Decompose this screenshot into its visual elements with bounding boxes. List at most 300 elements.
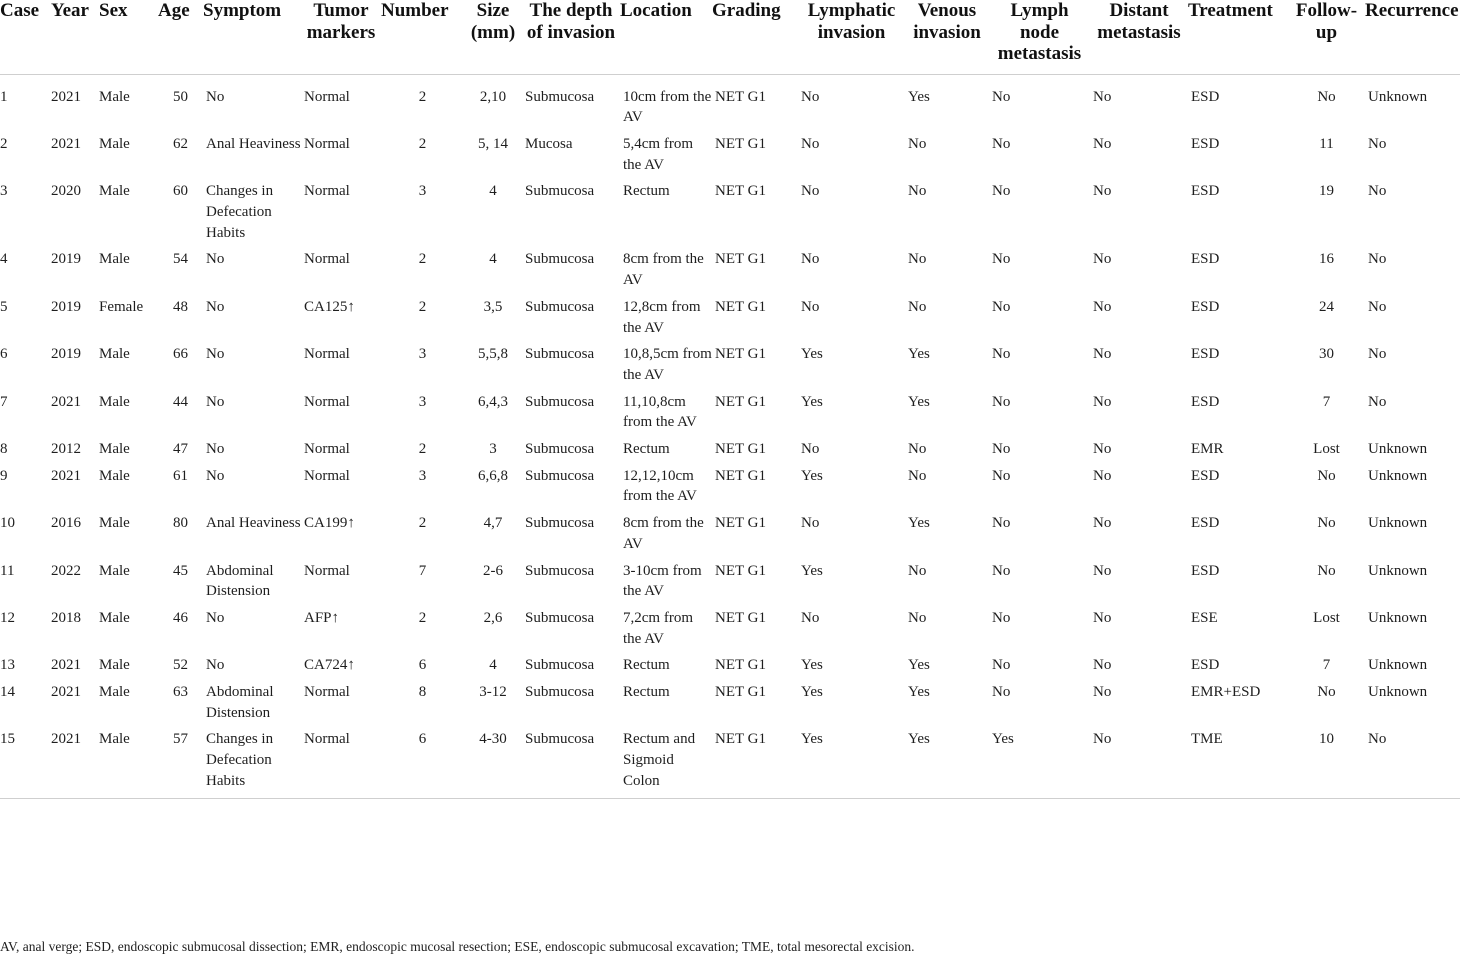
cell-year: 2021 — [51, 731, 81, 748]
cell-depth-of-invasion: Submucosa — [525, 731, 595, 748]
table-bottom-rule — [0, 798, 1460, 799]
cell-depth-of-invasion: Submucosa — [525, 441, 595, 458]
cell-age: 60 — [173, 183, 188, 200]
cell-size: 3,5 — [483, 298, 503, 315]
cell-number: 3 — [418, 346, 427, 363]
cell-case: 11 — [0, 562, 15, 579]
cell-tumor-markers: AFP↑ — [304, 609, 340, 626]
cell-tumor-markers: Normal — [304, 441, 350, 458]
cell-follow-up: 10 — [1319, 731, 1334, 748]
cell-size: 6,6,8 — [478, 467, 508, 484]
cell-number: 2 — [418, 441, 427, 458]
cell-venous-invasion: Yes — [908, 88, 930, 105]
cell-size: 4 — [489, 657, 497, 674]
cell-follow-up: Lost — [1313, 441, 1340, 458]
cell-venous-invasion: Yes — [908, 393, 930, 410]
cell-case: 15 — [0, 731, 15, 748]
cell-treatment: ESD — [1191, 88, 1220, 105]
cell-treatment: ESD — [1191, 251, 1220, 268]
cell-treatment: ESD — [1191, 467, 1220, 484]
cell-age: 62 — [173, 135, 188, 152]
cell-grading: NET G1 — [715, 609, 766, 626]
cell-lymph-node-metastasis: No — [992, 346, 1011, 363]
cell-number: 3 — [418, 467, 427, 484]
cell-lymphatic-invasion: Yes — [801, 684, 823, 701]
cell-age: 45 — [173, 562, 188, 579]
cell-recurrence: No — [1368, 135, 1387, 152]
cell-sex: Male — [99, 135, 130, 152]
cell-number: 3 — [418, 183, 427, 200]
cell-symptom: No — [206, 441, 225, 458]
cell-size: 4,7 — [483, 515, 503, 532]
cell-year: 2019 — [51, 298, 81, 315]
table-body — [0, 74, 1460, 798]
cell-grading: NET G1 — [715, 393, 766, 410]
cell-sex: Male — [99, 609, 130, 626]
cell-year: 2019 — [51, 251, 81, 268]
cell-sex: Male — [99, 251, 130, 268]
cell-lymph-node-metastasis: No — [992, 515, 1011, 532]
cell-lymph-node-metastasis: No — [992, 684, 1011, 701]
cell-case: 13 — [0, 657, 15, 674]
cell-size: 2,6 — [483, 609, 503, 626]
cell-year: 2016 — [51, 515, 81, 532]
cell-number: 2 — [418, 298, 427, 315]
cell-size: 3-12 — [479, 684, 507, 701]
cell-tumor-markers: CA199↑ — [304, 515, 355, 532]
cell-distant-metastasis: No — [1093, 515, 1112, 532]
cell-age: 63 — [173, 684, 188, 701]
cell-distant-metastasis: No — [1093, 441, 1112, 458]
cell-follow-up: Lost — [1313, 609, 1340, 626]
cell-lymphatic-invasion: No — [801, 515, 820, 532]
cell-lymphatic-invasion: Yes — [801, 467, 823, 484]
col-header-recurrence: Recurrence — [1365, 0, 1460, 74]
cell-depth-of-invasion: Submucosa — [525, 251, 595, 268]
cell-follow-up: No — [1317, 684, 1336, 701]
cell-depth-of-invasion: Submucosa — [525, 562, 595, 579]
cell-distant-metastasis: No — [1093, 609, 1112, 626]
cell-age: 61 — [173, 467, 188, 484]
cell-lymphatic-invasion: No — [801, 251, 820, 268]
cell-grading: NET G1 — [715, 515, 766, 532]
table-header — [0, 0, 1460, 74]
cell-lymph-node-metastasis: No — [992, 88, 1011, 105]
cell-lymph-node-metastasis: Yes — [992, 731, 1014, 748]
cell-symptom: No — [206, 609, 225, 626]
cell-sex: Male — [99, 393, 130, 410]
cell-symptom: Anal Heaviness — [206, 515, 301, 532]
cell-tumor-markers: CA724↑ — [304, 657, 355, 674]
cell-distant-metastasis: No — [1093, 467, 1112, 484]
table-row — [0, 134, 1460, 181]
cell-age: 48 — [173, 298, 188, 315]
cell-follow-up: 30 — [1319, 346, 1334, 363]
cell-case: 1 — [0, 88, 8, 105]
cell-follow-up: 11 — [1319, 135, 1334, 152]
cell-location: 3-10cm from the AV — [623, 562, 702, 600]
cell-grading: NET G1 — [715, 346, 766, 363]
cell-number: 3 — [418, 393, 427, 410]
cell-tumor-markers: Normal — [304, 135, 350, 152]
cell-depth-of-invasion: Submucosa — [525, 515, 595, 532]
cell-symptom: Changes in Defecation Habits — [206, 731, 274, 789]
cell-distant-metastasis: No — [1093, 251, 1112, 268]
cell-grading: NET G1 — [715, 731, 766, 748]
header-row — [0, 0, 1460, 74]
cell-sex: Male — [99, 441, 130, 458]
cell-venous-invasion: Yes — [908, 731, 930, 748]
cell-follow-up: 16 — [1319, 251, 1334, 268]
cell-case: 8 — [0, 441, 8, 458]
cell-treatment: EMR — [1191, 441, 1224, 458]
cell-location: Rectum — [623, 684, 670, 701]
cell-lymph-node-metastasis: No — [992, 298, 1011, 315]
cell-age: 57 — [173, 731, 188, 748]
cell-location: 7,2cm from the AV — [623, 609, 693, 647]
cell-sex: Male — [99, 183, 130, 200]
cell-venous-invasion: Yes — [908, 657, 930, 674]
cell-follow-up: No — [1317, 467, 1336, 484]
cell-treatment: ESD — [1191, 298, 1220, 315]
col-header-distant-metastasis: Distant metastasis — [1090, 0, 1188, 74]
col-header-location: Location — [620, 0, 712, 74]
table-row — [0, 344, 1460, 391]
cell-number: 2 — [418, 88, 427, 105]
cell-depth-of-invasion: Submucosa — [525, 657, 595, 674]
cell-symptom: No — [206, 657, 225, 674]
cell-lymphatic-invasion: No — [801, 441, 820, 458]
table-row — [0, 439, 1460, 466]
cell-depth-of-invasion: Mucosa — [525, 135, 573, 152]
cell-tumor-markers: Normal — [304, 183, 350, 200]
cell-lymphatic-invasion: No — [801, 135, 820, 152]
cell-distant-metastasis: No — [1093, 135, 1112, 152]
cell-location: 10,8,5cm from the AV — [623, 346, 712, 383]
cell-size: 5, 14 — [478, 135, 508, 152]
col-header-case: Case — [0, 0, 51, 74]
cell-lymphatic-invasion: No — [801, 183, 820, 200]
cell-age: 54 — [173, 251, 188, 268]
cell-size: 5,5,8 — [478, 346, 508, 363]
cell-distant-metastasis: No — [1093, 684, 1112, 701]
cell-venous-invasion: No — [908, 135, 927, 152]
cell-tumor-markers: Normal — [304, 684, 350, 701]
cell-recurrence: No — [1368, 346, 1387, 363]
cell-treatment: TME — [1191, 731, 1223, 748]
cell-case: 9 — [0, 467, 8, 484]
cell-lymphatic-invasion: No — [801, 609, 820, 626]
cell-lymph-node-metastasis: No — [992, 393, 1011, 410]
cell-location: 12,8cm from the AV — [623, 298, 701, 336]
col-header-lymphatic-invasion: Lymphatic invasion — [798, 0, 905, 74]
cell-depth-of-invasion: Submucosa — [525, 467, 595, 484]
cell-case: 6 — [0, 346, 8, 363]
cell-treatment: EMR+ESD — [1191, 684, 1261, 701]
cell-recurrence: Unknown — [1368, 441, 1428, 458]
cell-location: 11,10,8cm from the AV — [623, 393, 697, 431]
cell-symptom: No — [206, 298, 225, 315]
cell-tumor-markers: Normal — [304, 88, 350, 105]
cell-tumor-markers: Normal — [304, 346, 350, 363]
table-row — [0, 729, 1460, 797]
cell-recurrence: Unknown — [1368, 684, 1428, 701]
cell-treatment: ESD — [1191, 346, 1220, 363]
cell-lymph-node-metastasis: No — [992, 609, 1011, 626]
cell-recurrence: Unknown — [1368, 467, 1428, 484]
cell-lymphatic-invasion: Yes — [801, 562, 823, 579]
cell-sex: Male — [99, 731, 130, 748]
cell-number: 2 — [418, 135, 427, 152]
cell-age: 66 — [173, 346, 188, 363]
cell-lymph-node-metastasis: No — [992, 441, 1011, 458]
cell-venous-invasion: Yes — [908, 515, 930, 532]
cell-recurrence: No — [1368, 393, 1387, 410]
cell-location: Rectum and Sigmoid Colon — [623, 731, 696, 789]
cell-lymphatic-invasion: Yes — [801, 393, 823, 410]
cell-location: 12,12,10cm from the AV — [623, 467, 697, 505]
cell-treatment: ESD — [1191, 183, 1220, 200]
cell-recurrence: Unknown — [1368, 562, 1428, 579]
cell-age: 47 — [173, 441, 188, 458]
cell-symptom: Abdominal Distension — [206, 684, 274, 721]
cell-distant-metastasis: No — [1093, 298, 1112, 315]
cell-number: 7 — [418, 562, 427, 579]
cell-age: 52 — [173, 657, 188, 674]
cell-number: 8 — [418, 684, 427, 701]
table-row — [0, 466, 1460, 513]
cell-lymphatic-invasion: Yes — [801, 346, 823, 363]
cell-depth-of-invasion: Submucosa — [525, 88, 595, 105]
cell-treatment: ESD — [1191, 393, 1220, 410]
cell-symptom: No — [206, 251, 225, 268]
cell-venous-invasion: Yes — [908, 684, 930, 701]
cell-grading: NET G1 — [715, 251, 766, 268]
cell-location: Rectum — [623, 441, 670, 458]
cell-year: 2022 — [51, 562, 81, 579]
cell-grading: NET G1 — [715, 441, 766, 458]
cell-distant-metastasis: No — [1093, 393, 1112, 410]
cell-depth-of-invasion: Submucosa — [525, 609, 595, 626]
cell-tumor-markers: Normal — [304, 562, 350, 579]
cell-number: 2 — [418, 251, 427, 268]
cell-venous-invasion: No — [908, 298, 927, 315]
cell-size: 2-6 — [483, 562, 503, 579]
cell-location: 10cm from the AV — [623, 88, 712, 126]
cell-symptom: Abdominal Distension — [206, 562, 274, 600]
cell-recurrence: No — [1368, 251, 1387, 268]
table-row — [0, 181, 1460, 249]
cell-sex: Female — [99, 298, 144, 315]
cell-sex: Male — [99, 515, 130, 532]
table-row — [0, 249, 1460, 296]
cell-depth-of-invasion: Submucosa — [525, 298, 595, 315]
col-header-symptom: Symptom — [203, 0, 301, 74]
cell-location: 5,4cm from the AV — [623, 135, 693, 173]
cell-sex: Male — [99, 346, 130, 363]
cell-age: 50 — [173, 88, 188, 105]
cell-follow-up: 7 — [1322, 657, 1331, 674]
cell-recurrence: Unknown — [1368, 657, 1428, 674]
cell-depth-of-invasion: Submucosa — [525, 346, 595, 363]
cell-depth-of-invasion: Submucosa — [525, 684, 595, 701]
cell-lymphatic-invasion: No — [801, 298, 820, 315]
col-header-age: Age — [158, 0, 203, 74]
cell-case: 2 — [0, 135, 8, 152]
cell-venous-invasion: Yes — [908, 346, 930, 363]
cell-recurrence: Unknown — [1368, 88, 1428, 105]
cell-follow-up: No — [1317, 515, 1336, 532]
table-row — [0, 74, 1460, 134]
cell-case: 12 — [0, 609, 15, 626]
col-header-depth-of-invasion: The depth of invasion — [522, 0, 620, 74]
cell-follow-up: 24 — [1319, 298, 1334, 315]
cell-grading: NET G1 — [715, 88, 766, 105]
cell-year: 2021 — [51, 467, 81, 484]
table-row — [0, 513, 1460, 560]
cell-treatment: ESD — [1191, 135, 1220, 152]
cell-lymph-node-metastasis: No — [992, 467, 1011, 484]
cell-sex: Male — [99, 88, 130, 105]
table-row — [0, 655, 1460, 682]
cell-number: 2 — [418, 609, 427, 626]
cell-size: 3 — [489, 441, 497, 458]
cell-venous-invasion: No — [908, 183, 927, 200]
cell-lymph-node-metastasis: No — [992, 183, 1011, 200]
cell-lymph-node-metastasis: No — [992, 135, 1011, 152]
cell-distant-metastasis: No — [1093, 657, 1112, 674]
cell-symptom: Changes in Defecation Habits — [206, 183, 274, 241]
cell-venous-invasion: No — [908, 251, 927, 268]
cell-follow-up: No — [1317, 88, 1336, 105]
cell-year: 2021 — [51, 657, 81, 674]
cell-year: 2012 — [51, 441, 81, 458]
cell-treatment: ESD — [1191, 515, 1220, 532]
cell-location: 8cm from the AV — [623, 251, 704, 289]
cell-age: 44 — [173, 393, 188, 410]
cell-venous-invasion: No — [908, 562, 927, 579]
cell-year: 2021 — [51, 88, 81, 105]
cell-symptom: No — [206, 393, 225, 410]
table-row — [0, 392, 1460, 439]
cell-lymph-node-metastasis: No — [992, 657, 1011, 674]
cell-size: 4 — [489, 251, 497, 268]
cell-size: 4-30 — [479, 731, 507, 748]
col-header-lymph-node-metastasis: Lymph node metastasis — [989, 0, 1090, 74]
cell-sex: Male — [99, 657, 130, 674]
col-header-follow-up: Follow-up — [1288, 0, 1365, 74]
cell-symptom: No — [206, 467, 225, 484]
cell-follow-up: No — [1317, 562, 1336, 579]
cell-tumor-markers: Normal — [304, 731, 350, 748]
col-header-number: Number — [381, 0, 464, 74]
cell-lymphatic-invasion: Yes — [801, 657, 823, 674]
cell-grading: NET G1 — [715, 135, 766, 152]
cell-sex: Male — [99, 467, 130, 484]
cell-number: 6 — [418, 731, 427, 748]
cell-symptom: Anal Heaviness — [206, 135, 301, 152]
table-row — [0, 297, 1460, 344]
cell-tumor-markers: CA125↑ — [304, 298, 355, 315]
table-footnote: AV, anal verge; ESD, endoscopic submucosal dissection; EMR, endoscopic mucosal resection; ESE, endoscopic submucosal excavation; TME, total mesorectal excision. — [0, 939, 915, 954]
cell-year: 2020 — [51, 183, 81, 200]
cell-location: Rectum — [623, 183, 670, 200]
col-header-sex: Sex — [99, 0, 158, 74]
cell-age: 80 — [173, 515, 188, 532]
cell-sex: Male — [99, 562, 130, 579]
cell-number: 2 — [418, 515, 427, 532]
cell-recurrence: Unknown — [1368, 515, 1428, 532]
table-row — [0, 682, 1460, 729]
cell-distant-metastasis: No — [1093, 183, 1112, 200]
cell-grading: NET G1 — [715, 562, 766, 579]
cell-case: 5 — [0, 298, 8, 315]
cell-venous-invasion: No — [908, 609, 927, 626]
cell-distant-metastasis: No — [1093, 731, 1112, 748]
cell-year: 2021 — [51, 393, 81, 410]
cell-size: 2,10 — [479, 88, 507, 105]
cell-recurrence: No — [1368, 298, 1387, 315]
cell-year: 2018 — [51, 609, 81, 626]
cell-treatment: ESE — [1191, 609, 1218, 626]
cell-distant-metastasis: No — [1093, 346, 1112, 363]
cell-case: 4 — [0, 251, 8, 268]
cell-size: 4 — [489, 183, 497, 200]
cell-symptom: No — [206, 346, 225, 363]
cell-year: 2021 — [51, 684, 81, 701]
cell-recurrence: Unknown — [1368, 609, 1428, 626]
cell-recurrence: No — [1368, 183, 1387, 200]
table-row — [0, 608, 1460, 655]
cell-tumor-markers: Normal — [304, 393, 350, 410]
cell-case: 14 — [0, 684, 15, 701]
cell-year: 2021 — [51, 135, 81, 152]
col-header-treatment: Treatment — [1188, 0, 1288, 74]
cell-location: 8cm from the AV — [623, 515, 704, 552]
cell-recurrence: No — [1368, 731, 1387, 748]
cell-venous-invasion: No — [908, 441, 927, 458]
cell-size: 6,4,3 — [478, 393, 508, 410]
cell-lymphatic-invasion: Yes — [801, 731, 823, 748]
cell-grading: NET G1 — [715, 657, 766, 674]
cell-lymph-node-metastasis: No — [992, 562, 1011, 579]
cell-depth-of-invasion: Submucosa — [525, 393, 595, 410]
table-row — [0, 561, 1460, 608]
cell-year: 2019 — [51, 346, 81, 363]
col-header-venous-invasion: Venous invasion — [905, 0, 989, 74]
cell-grading: NET G1 — [715, 298, 766, 315]
col-header-size: Size (mm) — [464, 0, 522, 74]
cell-distant-metastasis: No — [1093, 88, 1112, 105]
cell-lymphatic-invasion: No — [801, 88, 820, 105]
col-header-tumor-markers: Tumor markers — [301, 0, 381, 74]
cell-grading: NET G1 — [715, 183, 766, 200]
cell-sex: Male — [99, 684, 130, 701]
cell-follow-up: 7 — [1322, 393, 1331, 410]
cell-venous-invasion: No — [908, 467, 927, 484]
cell-depth-of-invasion: Submucosa — [525, 183, 595, 200]
cell-age: 46 — [173, 609, 188, 626]
cell-grading: NET G1 — [715, 684, 766, 701]
cell-follow-up: 19 — [1319, 183, 1334, 200]
cell-tumor-markers: Normal — [304, 251, 350, 268]
cell-case: 10 — [0, 515, 15, 532]
cell-treatment: ESD — [1191, 657, 1220, 674]
cell-number: 6 — [418, 657, 427, 674]
cell-grading: NET G1 — [715, 467, 766, 484]
cell-treatment: ESD — [1191, 562, 1220, 579]
col-header-year: Year — [51, 0, 99, 74]
